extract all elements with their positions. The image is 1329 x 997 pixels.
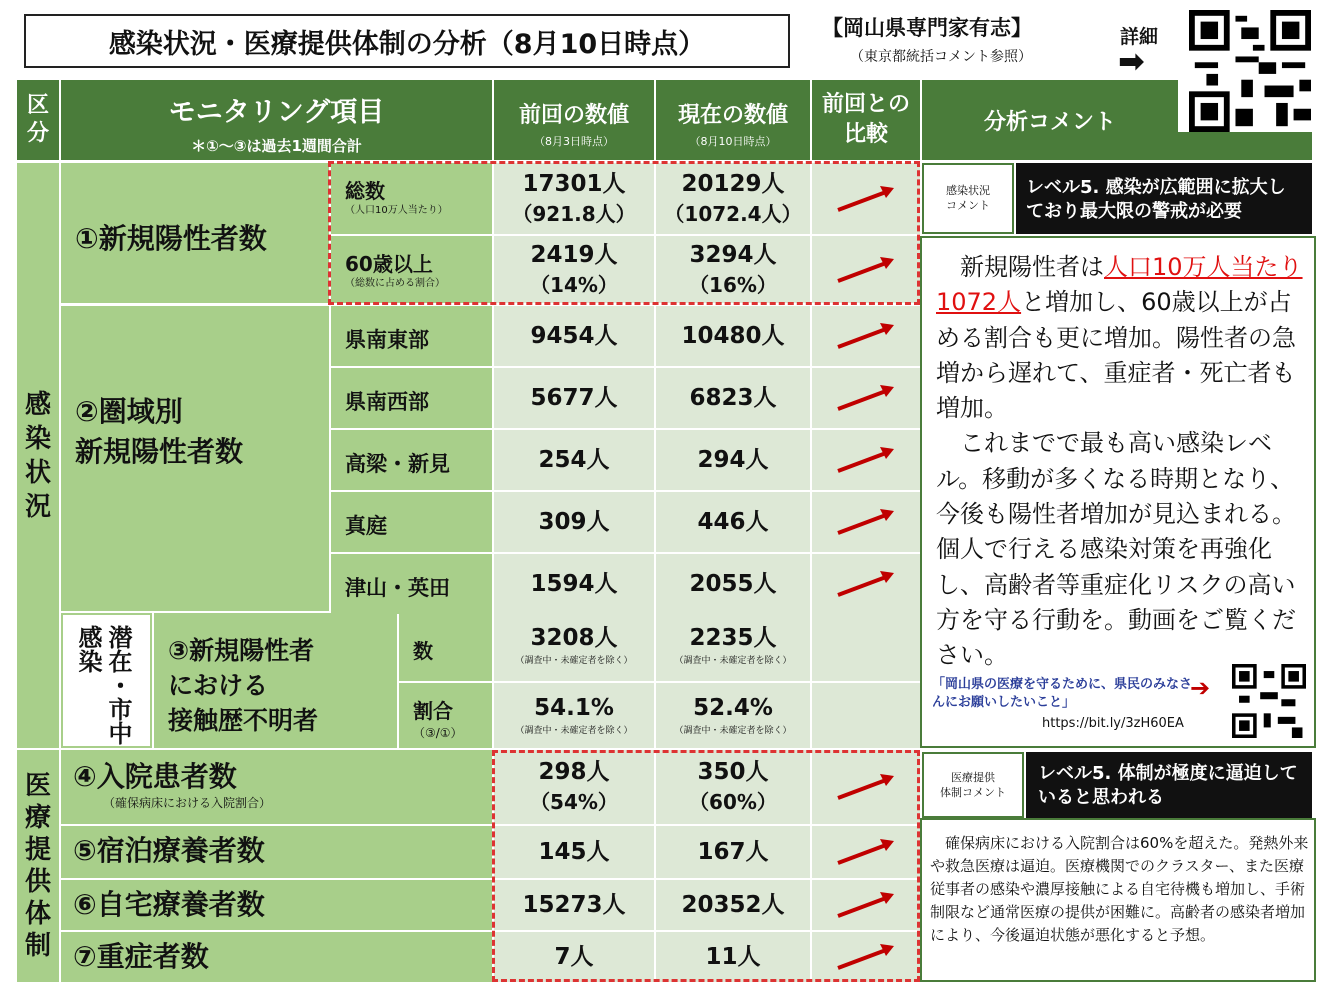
item2-label: ②圏域別 新規陽性者数 [61, 306, 329, 611]
item2-row-curr: 2055人 [656, 554, 810, 614]
medical-row-prev: 15273人 [494, 880, 654, 930]
trend-arrow-icon [812, 368, 920, 428]
item2-row-curr: 6823人 [656, 368, 810, 428]
arrow-right-icon: ➡ [1118, 42, 1145, 80]
item2-row-curr: 10480人 [656, 306, 810, 366]
item3-label: ③新規陽性者 における 接触歴不明者 [154, 613, 397, 748]
infection-comment-tag: 感染状況 コメント [922, 163, 1014, 234]
item3-row2-curr: 52.4% （調査中・未確定者を除く） [656, 683, 810, 748]
item1-label: ①新規陽性者数 [61, 163, 329, 303]
page-title: 感染状況・医療提供体制の分析（8月10日時点） [24, 14, 790, 68]
item2-row-label: 高梁・新見 [331, 430, 492, 490]
item2-row-label: 真庭 [331, 492, 492, 552]
medical-comment-text: 確保病床における入院割合は60%を超えた。発熱外来や救急医療は逼迫。医療機関でのクラスター、また医療従事者の感染や濃厚接触による自宅待機も増加し、手術制限など通常医療の提供が困難に。高齢者の感染者増加により、今後逼迫状態が悪化すると予想。 [930, 834, 1309, 944]
item2-row-prev: 1594人 [494, 554, 654, 614]
medical-row-label: ④入院患者数 （確保病床における入院割合） [61, 750, 492, 824]
header-monitoring: モニタリング項目 ＊①～③は過去1週間合計 [61, 80, 492, 160]
medical-level-badge: レベル5. 体制が極度に逼迫していると思われる [1026, 752, 1312, 818]
item1-highlight-frame [328, 161, 920, 305]
item1-row2-curr: 3294人 （16%） [656, 236, 810, 303]
section-medical: 医療提供体制 [17, 750, 59, 982]
header-curr: 現在の数値 （8月10日時点） [656, 80, 810, 160]
item2-row-label: 津山・英田 [331, 554, 492, 614]
medical-row-curr: 167人 [656, 826, 810, 878]
item3-row1-prev: 3208人 （調査中・未確定者を除く） [494, 613, 654, 681]
medical-comment-tag: 医療提供 体制コメント [922, 752, 1024, 818]
item3-row1-curr: 2235人 （調査中・未確定者を除く） [656, 613, 810, 681]
expert-name: 【岡山県専門家有志】 [822, 16, 1032, 40]
video-url[interactable]: https://bit.ly/3zH60EA [1042, 716, 1184, 731]
item3-compare-empty [812, 613, 920, 681]
video-link[interactable]: 「岡山県の医療を守るために、県民のみなさんにお願いしたいこと」 [932, 677, 1193, 710]
medical-row-label: ⑤宿泊療養者数 [61, 826, 492, 878]
qr-code-icon[interactable] [1186, 10, 1314, 132]
item2-row-prev: 9454人 [494, 306, 654, 366]
medical-row-label: ⑦重症者数 [61, 932, 492, 982]
infection-level-badge: レベル5. 感染が広範囲に拡大しており最大限の警戒が必要 [1016, 163, 1312, 234]
infection-comment-text: 新規陽性者は人口10万人当たり1072人と増加し、60歳以上が占める割合も更に増加。陽性者の急増から遅れて、重症者・死亡者も増加。 これまでで最も高い感染レベル。移動が多くなる時期となり、今後も陽性者増加が見込まれる。個人で行える感染対策を再強化し、高齢者等重症化リスクの高い方を守る行動を。動画をご覧ください。 [936, 253, 1303, 670]
item1-row1-prev: 17301人 （921.8人） [494, 163, 654, 234]
medical-row-prev: 7人 [494, 932, 654, 982]
header-comment: 分析コメント [922, 80, 1178, 160]
trend-arrow-icon [812, 492, 920, 552]
header-compare: 前回との比較 [812, 80, 920, 160]
medical-row-prev: 298人 （54%） [494, 750, 654, 824]
qr-code-icon[interactable] [1232, 664, 1306, 738]
medical-row-curr: 350人 （60%） [656, 750, 810, 824]
item3-row2-prev: 54.1% （調査中・未確定者を除く） [494, 683, 654, 748]
item1-row2-prev: 2419人 （14%） [494, 236, 654, 303]
trend-arrow-icon [812, 554, 920, 614]
item3-side: 潜在・市中感染 [61, 613, 152, 748]
header-comment-ext [1178, 132, 1312, 160]
header-prev: 前回の数値 （8月3日時点） [494, 80, 654, 160]
item2-row-label: 県南東部 [331, 306, 492, 366]
arrow-right-icon: ➔ [1190, 674, 1211, 702]
header-kubun: 区分 [17, 80, 59, 160]
medical-row-label: ⑥自宅療養者数 [61, 880, 492, 930]
item1-row1-label: 総数 （人口10万人当たり） [331, 163, 492, 234]
item3-compare-empty [812, 683, 920, 748]
medical-row-curr: 11人 [656, 932, 810, 982]
trend-arrow-icon [812, 306, 920, 366]
section-infection: 感染状況 [17, 163, 59, 748]
item2-row-label: 県南西部 [331, 368, 492, 428]
item3-row1-label: 数 [399, 613, 492, 681]
item3-row2-label: 割合 （③/①） [399, 683, 492, 748]
item1-row1-curr: 20129人 （1072.4人） [656, 163, 810, 234]
item2-row-prev: 254人 [494, 430, 654, 490]
item2-row-curr: 446人 [656, 492, 810, 552]
medical-highlight-frame [492, 750, 920, 982]
medical-row-prev: 145人 [494, 826, 654, 878]
item2-row-prev: 309人 [494, 492, 654, 552]
item2-row-curr: 294人 [656, 430, 810, 490]
expert-note: （東京都統括コメント参照） [850, 49, 1032, 65]
trend-arrow-icon [812, 430, 920, 490]
item1-row2-label: 60歳以上 （総数に占める割合） [331, 236, 492, 303]
detail-label: 詳細 [1120, 26, 1159, 48]
medical-row-curr: 20352人 [656, 880, 810, 930]
item2-row-prev: 5677人 [494, 368, 654, 428]
